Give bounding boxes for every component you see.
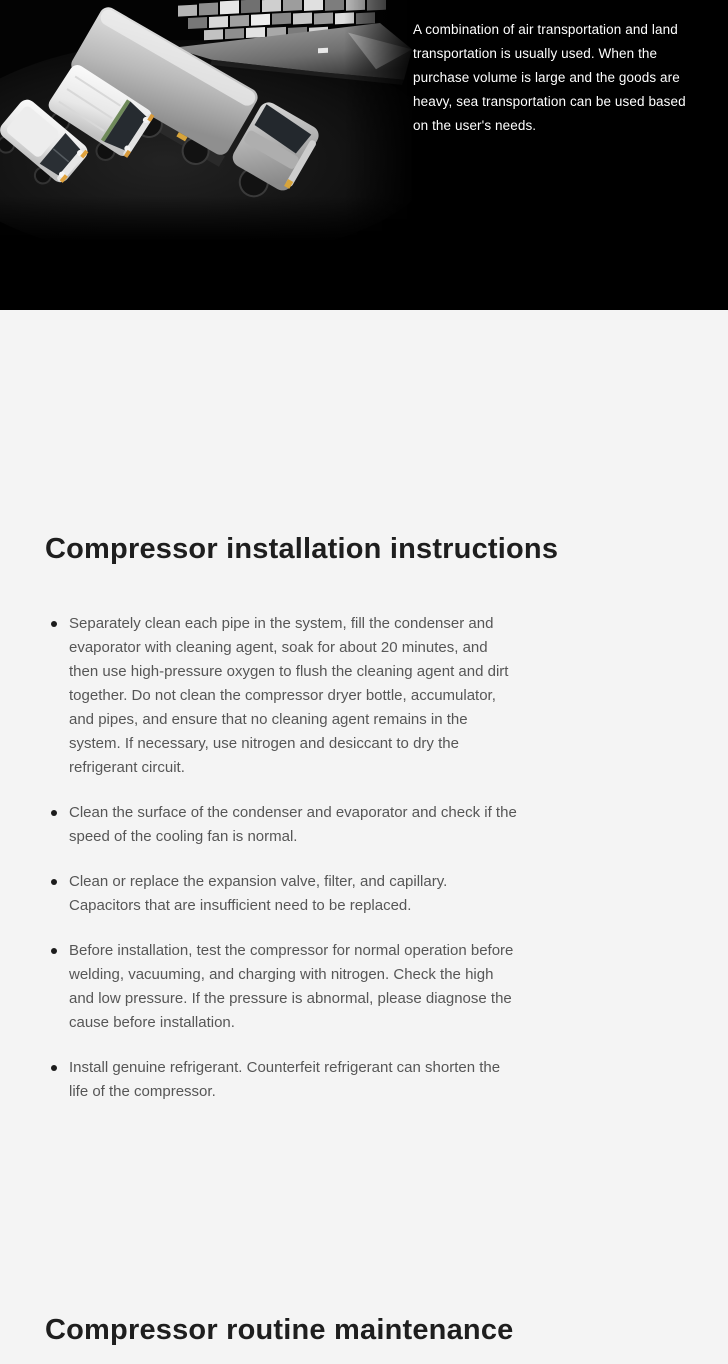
- list-item: Before installation, test the compressor for normal operation before welding, vacuuming, and charging with nitrogen. Check the high and low pressure. If the pressure is abnormal, please diagnose the cause before installation.: [51, 939, 519, 1035]
- list-item: Install genuine refrigerant. Counterfeit refrigerant can shorten the life of the compressor.: [51, 1056, 519, 1104]
- hero-section: [0, 0, 728, 310]
- installation-instructions-title: Compressor installation instructions: [45, 533, 559, 565]
- installation-instructions-list: [45, 612, 683, 1104]
- ship-bridge-mark: [318, 48, 328, 54]
- hero-description: A combination of air transportation and land transportation is usually used. When the purchase volume is large and the goods are heavy, sea transportation can be used based on the user's needs.: [413, 21, 686, 133]
- transport-illustration: [0, 0, 412, 240]
- content-section: [0, 310, 728, 1347]
- list-item: Separately clean each pipe in the system, fill the condenser and evaporator with cleaning agent, soak for about 20 minutes, and then use high-pressure oxygen to flush the cleaning agent and dirt together. Do not clean the compressor dryer bottle, accumulator, and pipes, and ensure that no cleaning agent remains in the system. If necessary, use nitrogen and desiccant to dry the refrigerant circuit.: [51, 612, 519, 780]
- list-item: Clean or replace the expansion valve, filter, and capillary. Capacitors that are insufficient need to be replaced.: [51, 870, 519, 918]
- list-item: Clean the surface of the condenser and evaporator and check if the speed of the cooling fan is normal.: [51, 801, 519, 849]
- transport-photo: [0, 0, 412, 240]
- routine-maintenance-title: Compressor routine maintenance: [45, 1314, 514, 1346]
- photo-bottom-fade: [0, 196, 412, 240]
